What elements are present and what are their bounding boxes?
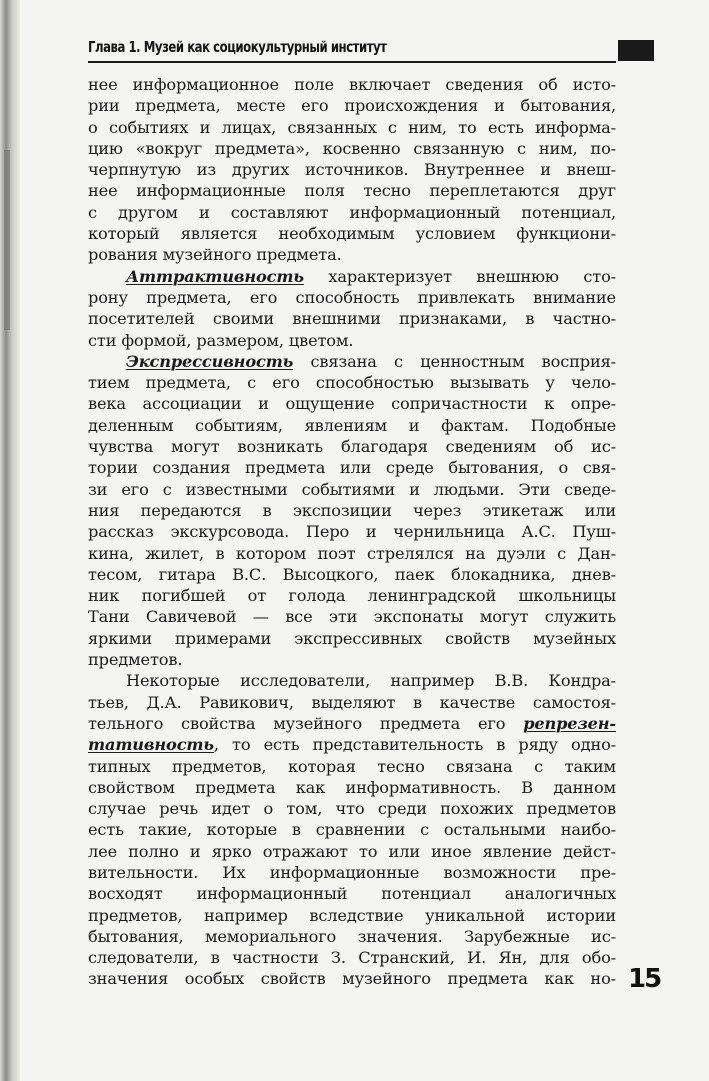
emphasized-term: репрезен- — [523, 713, 616, 733]
text-line: вительности. Их информационные возможности пре- — [88, 862, 616, 882]
text-line: предметов. — [88, 650, 183, 670]
emphasized-term: Аттрактивность — [126, 266, 304, 286]
text-line: Тани Савичевой — все эти экспонаты могут служить — [88, 607, 616, 627]
text-line: цию «вокруг предмета», косвенно связанную с ним, по- — [88, 138, 616, 158]
text-line: деленным событиям, явлениям и фактам. Подобные — [88, 415, 616, 435]
text-line: Некоторые исследователи, например В.В. Кондра- — [126, 671, 616, 691]
text-line: посетителей своими внешними признаками, в частно- — [88, 309, 616, 329]
chapter-title: Глава 1. Музей как социокультурный институт — [88, 38, 387, 56]
text-line: нее информационное поле включает сведения об исто- — [88, 75, 616, 94]
text-line: рования музейного предмета. — [88, 245, 342, 265]
text-line: который является необходимым условием функциони- — [88, 224, 616, 244]
text-line: яркими примерами экспрессивных свойств музейных — [88, 628, 616, 648]
text-line: ния передаются в экспозиции через этикетаж или — [88, 500, 616, 520]
text-line: с другом и составляют информационный потенциал, — [88, 202, 616, 222]
text-line: восходят информационный потенциал аналогичных — [88, 884, 616, 904]
text-line: рии предмета, месте его происхождения и бытования, — [88, 96, 616, 116]
text-line: ник погибшей от голода ленинградской школьницы — [88, 586, 616, 606]
text-line: предметов, например вследствие уникальной истории — [88, 905, 616, 925]
text-line: сти формой, размером, цветом. — [88, 330, 354, 350]
text-line — [88, 266, 616, 287]
text-line: тием предмета, с его способностью вызывать у чело- — [88, 373, 616, 393]
text-line: типных предметов, которая тесно связана с таким — [88, 756, 616, 776]
text-line-segment: связана с ценностным восприя- — [293, 351, 616, 371]
text-line: века ассоциации и ощущение сопричастности к опре- — [88, 394, 616, 414]
text-line: нее информационные поля тесно переплетаются друг — [88, 181, 616, 201]
text-line: бытования, мемориального значения. Зарубежные ис- — [88, 926, 616, 946]
header-black-block — [618, 40, 654, 61]
text-line-segment: тельного свойства музейного предмета его — [88, 713, 524, 733]
emphasized-term: Экспрессивность — [126, 351, 294, 371]
text-line: зи его с известными событиями и людьми. Эти сведе- — [88, 479, 616, 499]
text-line: кина, жилет, в котором поэт стрелялся на дуэли с Дан- — [88, 543, 616, 563]
text-line-segment: , то есть представительность в ряду одно- — [213, 735, 616, 755]
text-line — [88, 734, 616, 755]
text-line — [88, 351, 616, 372]
page-number: 15 — [628, 964, 661, 994]
text-line: чувства могут возникать благодаря сведениям об ис- — [88, 437, 616, 457]
running-header — [88, 36, 656, 64]
text-line-segment: характеризует внешнюю сто- — [303, 266, 616, 286]
text-line: случае речь идет о том, что среди похожих предметов — [88, 799, 616, 819]
text-line: значения особых свойств музейного предмета как но- — [88, 969, 616, 989]
text-line: тории создания предмета или среде бытования, о свя- — [88, 458, 616, 478]
text-line: черпнутую из других источников. Внутреннее и внеш- — [88, 160, 616, 180]
text-line: следователи, в частности З. Странский, И. Ян, для обо- — [88, 948, 616, 968]
text-line: рону предмета, его способность привлекать внимание — [88, 287, 616, 307]
header-rule — [88, 61, 616, 63]
text-line — [88, 713, 616, 734]
text-line: свойством предмета как информативность. В данном — [88, 777, 616, 797]
text-line: лее полно и ярко отражают то или иное явление дейст- — [88, 841, 616, 861]
spine-dark-band — [4, 150, 10, 330]
text-line: тесом, гитара В.С. Высоцкого, паек блокадника, днев- — [88, 564, 616, 584]
page-body-text — [88, 74, 616, 990]
text-line: тьев, Д.А. Равикович, выделяют в качестве самостоя- — [88, 692, 616, 712]
emphasized-term: тативность — [88, 735, 214, 755]
text-line: о событиях и лицах, связанных с ним, то есть информа- — [88, 117, 616, 137]
text-line: рассказ экскурсовода. Перо и чернильница А.С. Пуш- — [88, 522, 616, 542]
book-spine-shadow — [0, 0, 20, 1081]
text-line: есть такие, которые в сравнении с остальными наибо- — [88, 820, 616, 840]
